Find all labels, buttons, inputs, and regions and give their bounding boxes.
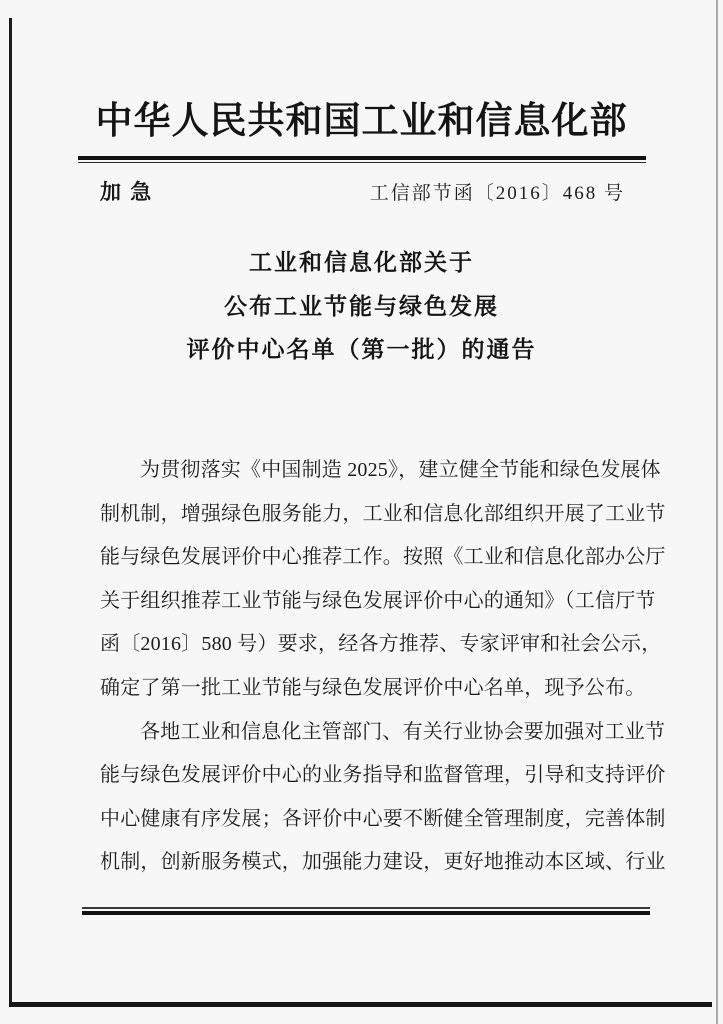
- body-line: 能与绿色发展评价中心推荐工作。按照《工业和信息化部办公厅: [100, 546, 666, 569]
- footer-rule: [82, 907, 650, 915]
- body-line: 确定了第一批工业节能与绿色发展评价中心名单，现予公布。: [100, 676, 646, 699]
- body-line: 关于组织推荐工业节能与绿色发展评价中心的通知》（工信厅节: [100, 589, 656, 612]
- body-line: 函〔2016〕580 号）要求，经各方推荐、专家评审和社会公示，: [100, 633, 662, 656]
- document-number: 工信部节函〔2016〕468 号: [369, 183, 625, 204]
- footer-rule-thick-line: [82, 911, 650, 915]
- header-rule: [78, 156, 646, 163]
- body-line: 能与绿色发展评价中心的业务指导和监督管理，引导和支持评价: [100, 764, 666, 787]
- scan-border-bottom: [9, 1002, 712, 1007]
- header-rule-thin-line: [78, 162, 646, 163]
- header-rule-thick-line: [78, 156, 646, 160]
- body-line: 制机制，增强绿色服务能力，工业和信息化部组织开展了工业节: [100, 502, 666, 525]
- body-line: 为贯彻落实《中国制造 2025》，建立健全节能和绿色发展体: [140, 459, 661, 481]
- notice-title-line-3: 评价中心名单（第一批）的通告: [186, 337, 537, 362]
- meta-row: [100, 176, 625, 206]
- scan-edge-right: [716, 0, 718, 1024]
- document-body: [100, 449, 666, 885]
- notice-title-line-1: 工业和信息化部关于: [249, 250, 474, 275]
- notice-title-line-2: 公布工业节能与绿色发展: [224, 293, 499, 319]
- body-line: 中心健康有序发展；各评价中心要不断健全管理制度，完善体制: [100, 807, 666, 830]
- urgency-label: 加 急: [100, 180, 154, 204]
- letterhead-title: 中华人民共和国工业和信息化部: [95, 101, 628, 142]
- notice-title: [0, 241, 723, 372]
- body-line: 机制，创新服务模式，加强能力建设，更好地推动本区域、行业: [100, 851, 666, 874]
- scan-border-left: [9, 18, 12, 1007]
- footer-rule-thin-line: [82, 907, 650, 909]
- body-line: 各地工业和信息化主管部门、有关行业协会要加强对工业节: [140, 720, 666, 743]
